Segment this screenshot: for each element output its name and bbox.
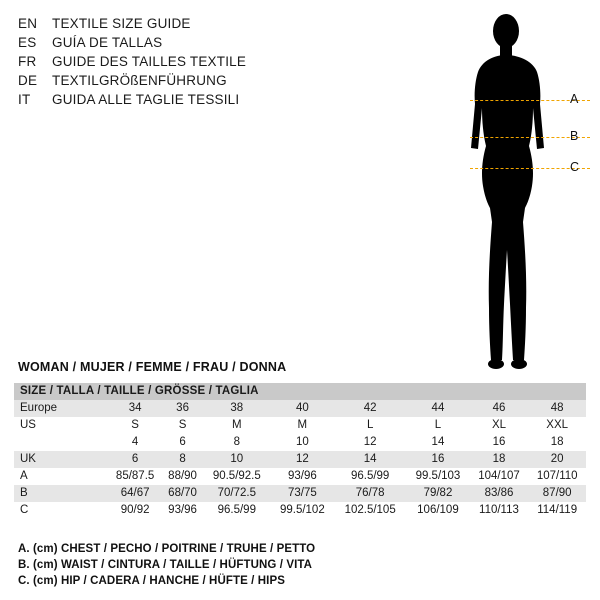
cell: 99.5/102: [279, 504, 325, 516]
cell: 106/109: [417, 504, 459, 516]
cell: 16: [431, 453, 445, 465]
cell: 85/87.5: [115, 470, 155, 482]
table-row: [14, 400, 586, 417]
cell: 6: [131, 453, 139, 465]
cell: 36: [176, 402, 189, 414]
cell: 114/119: [537, 504, 578, 516]
cell: 4: [131, 436, 139, 448]
row-label: A: [20, 470, 28, 482]
measure-label-c: C: [570, 160, 580, 174]
table-header-row: [14, 383, 586, 400]
measure-label-a: A: [570, 92, 579, 106]
cell: 6: [179, 436, 186, 448]
cell: 18: [492, 453, 506, 465]
cell: 83/86: [484, 487, 514, 499]
cell: 90/92: [120, 504, 150, 516]
language-title-list: [18, 14, 318, 109]
cell: 18: [550, 436, 564, 448]
cell: 10: [295, 436, 309, 448]
language-code: FR: [18, 54, 37, 69]
cell: 10: [230, 453, 244, 465]
cell: 46: [492, 402, 506, 414]
row-label: UK: [20, 453, 36, 465]
cell: 70/72.5: [217, 487, 256, 499]
cell: XL: [491, 419, 507, 431]
cell: 93/96: [168, 504, 197, 516]
table-row: [14, 485, 586, 502]
language-title: GUIDE DES TAILLES TEXTILE: [52, 54, 247, 69]
language-title: GUÍA DE TALLAS: [52, 35, 163, 50]
cell: 14: [431, 436, 445, 448]
cell: L: [366, 419, 374, 431]
row-label: Europe: [20, 402, 58, 414]
measurement-legend: [18, 541, 315, 589]
cell: S: [178, 419, 187, 431]
cell: 96.5/99: [217, 504, 256, 516]
cell: 73/75: [287, 487, 317, 499]
cell: 107/110: [536, 470, 578, 482]
body-silhouette-icon: [430, 8, 590, 373]
gender-heading: WOMAN / MUJER / FEMME / FRAU / DONNA: [18, 360, 287, 374]
table-row: [14, 417, 586, 434]
cell: 38: [230, 402, 244, 414]
legend-item-c: C. (cm) HIP / CADERA / HANCHE / HÜFTE / HIPS: [18, 575, 286, 587]
cell: 87/90: [542, 487, 572, 499]
language-title: TEXTILE SIZE GUIDE: [52, 16, 191, 31]
cell: M: [232, 419, 242, 431]
row-label: US: [20, 419, 36, 431]
table-row: [14, 502, 586, 519]
language-title: GUIDA ALLE TAGLIE TESSILI: [52, 92, 240, 107]
cell: 40: [295, 402, 309, 414]
cell: 110/113: [479, 504, 519, 516]
table-row: [14, 468, 586, 485]
cell: 34: [128, 402, 142, 414]
cell: M: [297, 419, 308, 431]
cell: 104/107: [478, 470, 520, 482]
row-label: B: [20, 487, 28, 499]
cell: 79/82: [423, 487, 453, 499]
cell: 48: [550, 402, 564, 414]
cell: 93/96: [287, 470, 317, 482]
size-table: [14, 383, 586, 519]
legend-item-a: A. (cm) CHEST / PECHO / POITRINE / TRUHE / PETTO: [18, 543, 316, 555]
cell: XXL: [546, 419, 569, 431]
cell: 42: [363, 402, 377, 414]
language-title: TEXTILGRÖßENFÜHRUNG: [52, 73, 227, 88]
cell: 8: [179, 453, 186, 465]
cell: 12: [295, 453, 309, 465]
language-row: [18, 33, 318, 52]
language-code: DE: [18, 73, 38, 88]
language-row: [18, 71, 318, 90]
cell: 88/90: [168, 470, 197, 482]
cell: 44: [431, 402, 445, 414]
row-label: C: [20, 504, 29, 516]
cell: L: [434, 419, 442, 431]
language-row: [18, 14, 318, 33]
language-row: [18, 90, 318, 109]
cell: 76/78: [355, 487, 385, 499]
cell: 64/67: [120, 487, 150, 499]
language-code: ES: [18, 35, 37, 50]
cell: S: [131, 419, 139, 431]
table-row: [14, 451, 586, 468]
table-row: [14, 434, 586, 451]
cell: 8: [233, 436, 240, 448]
language-code: IT: [18, 92, 31, 107]
cell: 102.5/105: [344, 504, 396, 516]
female-silhouette-figure: [430, 8, 590, 373]
table-header-label: SIZE / TALLA / TAILLE / GRÖSSE / TAGLIA: [14, 383, 586, 400]
cell: 12: [363, 436, 377, 448]
cell: 14: [363, 453, 377, 465]
cell: 90.5/92.5: [212, 470, 261, 482]
cell: 96.5/99: [350, 470, 390, 482]
row-label: [14, 434, 108, 451]
cell: 68/70: [168, 487, 197, 499]
cell: 20: [550, 453, 564, 465]
language-row: [18, 52, 318, 71]
language-code: EN: [18, 16, 38, 31]
cell: 99.5/103: [415, 470, 461, 482]
measure-label-b: B: [570, 129, 579, 143]
legend-item-b: B. (cm) WAIST / CINTURA / TAILLE / HÜFTUNG / VITA: [18, 559, 313, 571]
cell: 16: [492, 436, 506, 448]
